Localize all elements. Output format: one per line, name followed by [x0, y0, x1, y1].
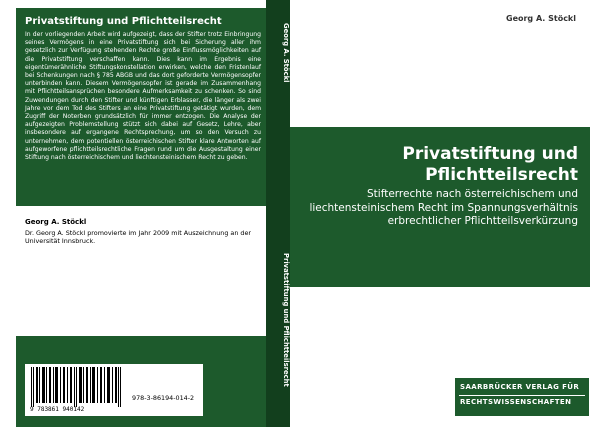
back-blurb: In der vorliegenden Arbeit wird aufgezeigt, dass der Stifter trotz Einbringung seines Vermögens in eine Privatstiftung sich bei Sicherung aller ihm gesetzlich zur Verfügung stehenden Rechte große Einflussmöglichkeiten auf die Privatstiftung verschaffen kann. Dies kann im Ergebnis eine eigentümerähnliche Stiftungskonstellation erwirken, welche den Fristenlauf bei Schenkungen nach § 785 ABGB und das dort geforderte Vermögensopfer unterbinden kann. Diesem Vermögensopfer ist gerade im Zusammenhang mit Pflichtteilsansprüchen besondere Aufmerksamkeit zu schenken. So sind Zuwendungen durch den Stifter und künftigen Erblasser, die länger als zwei Jahre vor dem Tod des Stifters an eine Privatstiftung getätigt wurden, dem Zugriff der Noterben grundsätzlich für immer entzogen. Die Analyse der aufgezeigten Problemstellung stützt sich dabei auf Gesetz, Lehre, aber insbesondere auf ergangene Rechtsprechung, um so den Versuch zu unternehmen, dem potentiellen österreichischen Stifter klare Antworten auf aufgeworfene pflichtteilsrechtliche Fragen rund um die Ausgestaltung einer Stiftung nach österreichischem und liechtensteinischem Recht zu geben. — [25, 31, 261, 162]
front-author: Georg A. Stöckl — [506, 14, 576, 23]
barcode-digits: 9 783861 940142 — [30, 406, 85, 413]
publisher-line1: SAARBRÜCKER VERLAG FÜR — [460, 383, 580, 391]
spine-author: Georg A. Stöckl — [282, 23, 290, 83]
back-author-bio: Dr. Georg A. Stöckl promovierte im Jahr 2009 mit Auszeichnung an der Universität Innsbruck. — [25, 229, 252, 245]
back-author-name: Georg A. Stöckl — [25, 218, 87, 226]
isbn: 978-3-86194-014-2 — [132, 394, 195, 402]
barcode-image — [30, 367, 122, 407]
publisher-line2: RECHTSWISSENSCHAFTEN — [460, 398, 572, 406]
publisher-logo — [455, 378, 589, 416]
back-title: Privatstiftung und Pflichtteilsrecht — [25, 16, 222, 27]
spine-title: Privatstiftung und Pflichtteilsrecht — [282, 253, 290, 387]
front-subtitle: Stifterrechte nach österreichischem und liechtensteinischem Recht im Spannungsverhältnis erbrechtlicher Pflichtteilsverkürzung — [309, 188, 578, 227]
front-title: Privatstiftung und Pflichtteilsrecht — [402, 144, 578, 185]
publisher-divider — [459, 395, 585, 396]
